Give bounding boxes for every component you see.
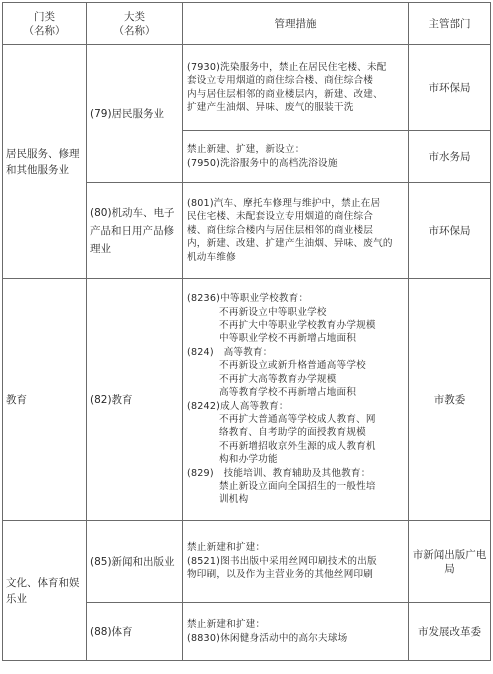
department-cell: 市发展改革委 <box>409 603 491 661</box>
header-category: 门类 （名称） <box>3 3 87 45</box>
measures-cell: 禁止新建、扩建，新设立： (7950)洗浴服务中的高档洗浴设施 <box>183 131 409 183</box>
department-cell: 市环保局 <box>409 183 491 279</box>
major-class-cell: (88)体育 <box>87 603 183 661</box>
header-measures: 管理措施 <box>183 3 409 45</box>
measures-cell: (8236)中等职业学校教育： 不再新设立中等职业学校 不再扩大中等职业学校教育办学规模 中等职业学校不再新增占地面积 (824) 高等教育： 不再新设立或新升格普通高等学校 不再扩大高等教育办学规模 高等教育学校不再新增占地面积 (8242)成人高等教育： 不再扩大普通高等学校成人教育、网 络教育、自考助学的面授教育规模 不再新增招收京外生源的成人教育机 构和办学功能 (829) 技能培训、教育辅助及其他教育： 禁止新设立面向全国招生的一般性培 训机构 <box>183 279 409 521</box>
department-cell: 市教委 <box>409 279 491 521</box>
header-row <box>3 3 491 45</box>
table-row <box>3 45 491 131</box>
major-class-cell: (80)机动车、电子产品和日用产品修理业 <box>87 183 183 279</box>
table-row <box>3 279 491 521</box>
category-cell: 居民服务、修理和其他服务业 <box>3 45 87 279</box>
major-class-cell: (79)居民服务业 <box>87 45 183 183</box>
department-cell: 市新闻出版广电局 <box>409 521 491 603</box>
category-cell: 文化、体育和娱乐业 <box>3 521 87 661</box>
department-cell: 市水务局 <box>409 131 491 183</box>
header-major-class: 大类 （名称） <box>87 3 183 45</box>
measures-cell: (7930)洗染服务中，禁止在居民住宅楼、未配 套设立专用烟道的商住综合楼、商住综合楼 内与居住层相邻的商业楼层内，新建、改建、 扩建产生油烟、异味、废气的服装干洗 <box>183 45 409 131</box>
category-cell: 教育 <box>3 279 87 521</box>
measures-cell: 禁止新建和扩建： (8521)图书出版中采用丝网印刷技术的出版 物印刷，以及作为主营业务的其他丝网印刷 <box>183 521 409 603</box>
table-row <box>3 521 491 603</box>
policy-table <box>2 2 491 661</box>
department-cell: 市环保局 <box>409 45 491 131</box>
measures-cell: (801)汽车、摩托车修理与维护中，禁止在居 民住宅楼、未配套设立专用烟道的商住综合 楼、商住综合楼内与居住层相邻的商业楼层 内，新建、改建、扩建产生油烟、异味、废气的 机动车维修 <box>183 183 409 279</box>
major-class-cell: (85)新闻和出版业 <box>87 521 183 603</box>
measures-cell: 禁止新建和扩建： (8830)休闲健身活动中的高尔夫球场 <box>183 603 409 661</box>
header-department: 主管部门 <box>409 3 491 45</box>
major-class-cell: (82)教育 <box>87 279 183 521</box>
